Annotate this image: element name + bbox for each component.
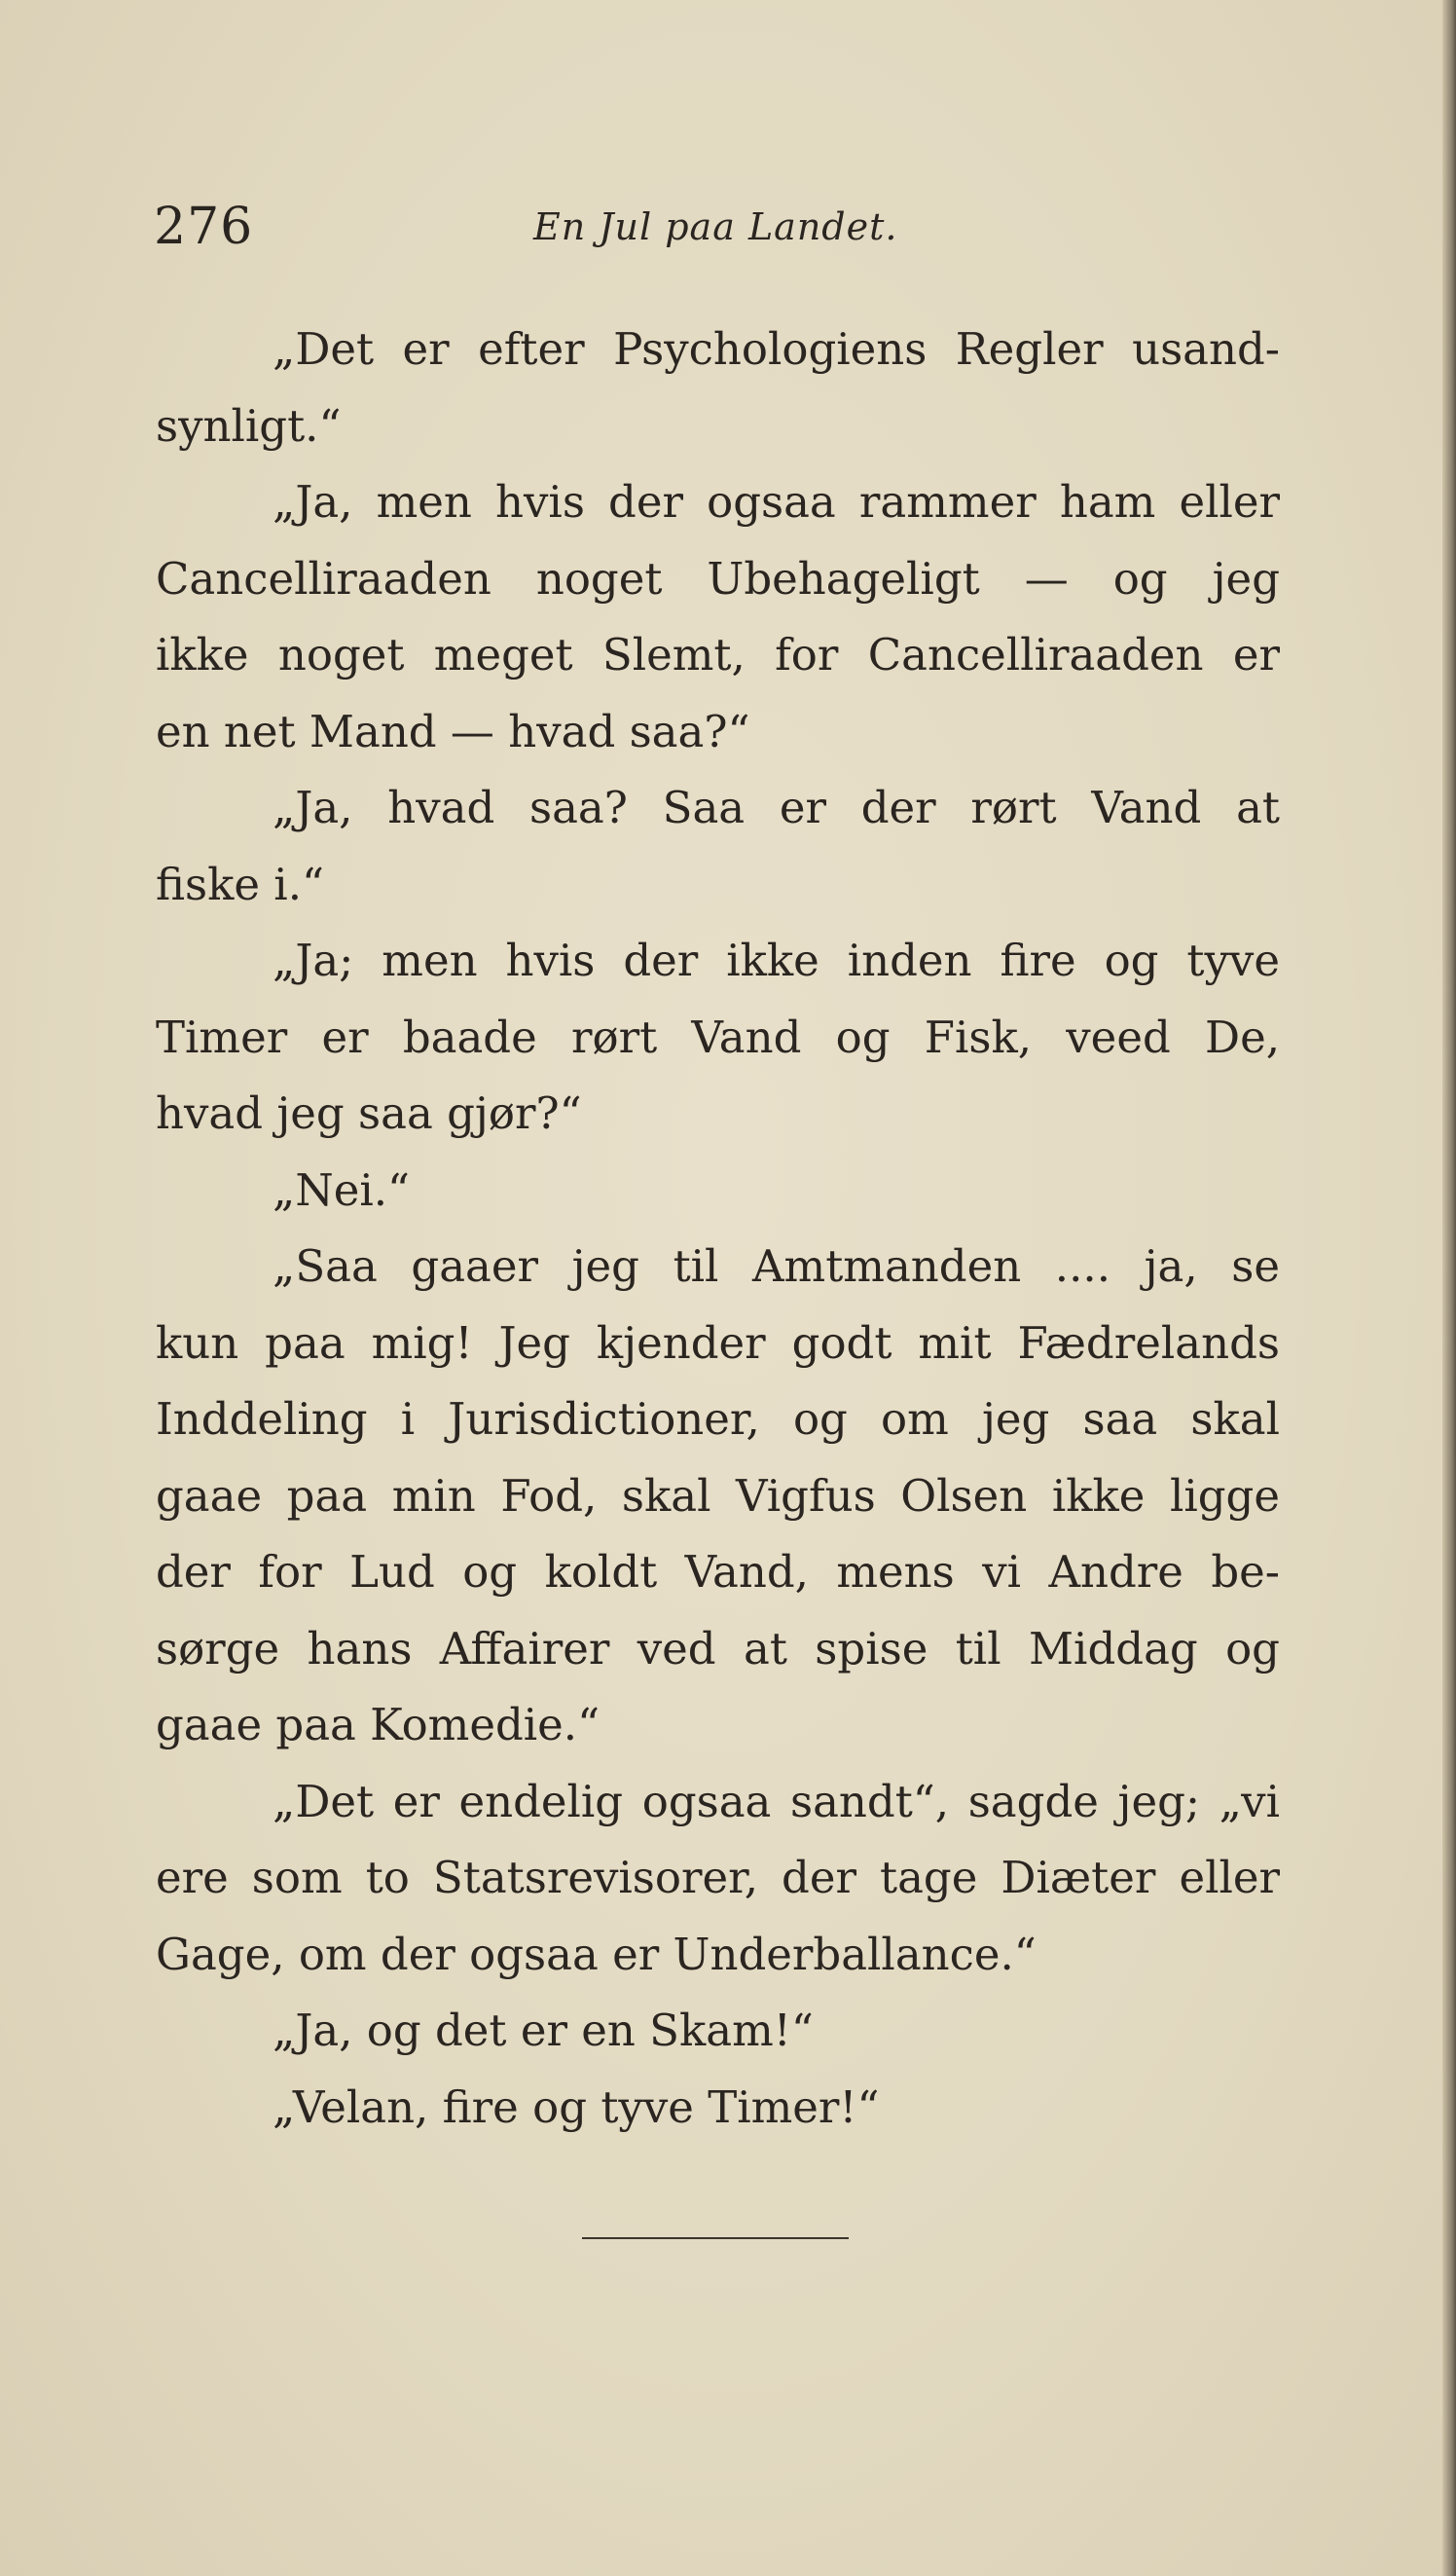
running-title: En Jul paa Landet.: [533, 205, 898, 248]
text-line: „Saa gaaer jeg til Amtmanden .... ja, se: [273, 1240, 1280, 1292]
end-rule: [582, 2237, 849, 2239]
text-line: „Ja, hvad saa? Saa er der rørt Vand at: [273, 782, 1280, 833]
text-line: gaae paa min Fod, skal Vigfus Olsen ikke ligge: [156, 1469, 1280, 1522]
text-line: Inddeling i Jurisdictioner, og om jeg saa skal: [156, 1393, 1280, 1445]
page-number: 276: [154, 198, 254, 256]
text-line: „Ja; men hvis der ikke inden fire og tyve: [273, 935, 1280, 986]
text-line: hvad jeg saa gjør?“: [156, 1087, 582, 1139]
text-line: ikke noget meget Slemt, for Cancelliraaden er: [156, 629, 1280, 681]
text-line: gaae paa Komedie.“: [156, 1699, 601, 1750]
text-line: „Ja, men hvis der ogsaa rammer ham eller: [273, 476, 1280, 528]
page-edge: [1442, 0, 1456, 2576]
text-line: ere som to Statsrevisorer, der tage Diæter eller: [156, 1852, 1280, 1903]
text-line: Cancelliraaden noget Ubehageligt — og jeg: [156, 552, 1280, 605]
text-line: „Det er endelig ogsaa sandt“, sagde jeg; „vi: [273, 1775, 1280, 1827]
body-text: [156, 312, 1280, 2146]
text-line: „Ja, og det er en Skam!“: [273, 2005, 814, 2056]
text-line: Timer er baade rørt Vand og Fisk, veed De,: [156, 1011, 1280, 1063]
text-line: „Velan, fire og tyve Timer!“: [273, 2080, 880, 2133]
text-line: Gage, om der ogsaa er Underballance.“: [156, 1928, 1037, 1980]
text-line: en net Mand — hvad saa?“: [156, 705, 750, 757]
text-line: „Nei.“: [273, 1163, 411, 1216]
page-header: [154, 193, 1283, 261]
text-line: synligt.“: [156, 399, 342, 452]
text-line: „Det er efter Psychologiens Regler usand-: [273, 323, 1280, 375]
text-line: fiske i.“: [156, 858, 325, 910]
text-line: sørge hans Affairer ved at spise til Middag og: [156, 1622, 1280, 1674]
text-line: kun paa mig! Jeg kjender godt mit Fædrelands: [156, 1316, 1280, 1369]
text-line: der for Lud og koldt Vand, mens vi Andre be-: [156, 1546, 1280, 1598]
